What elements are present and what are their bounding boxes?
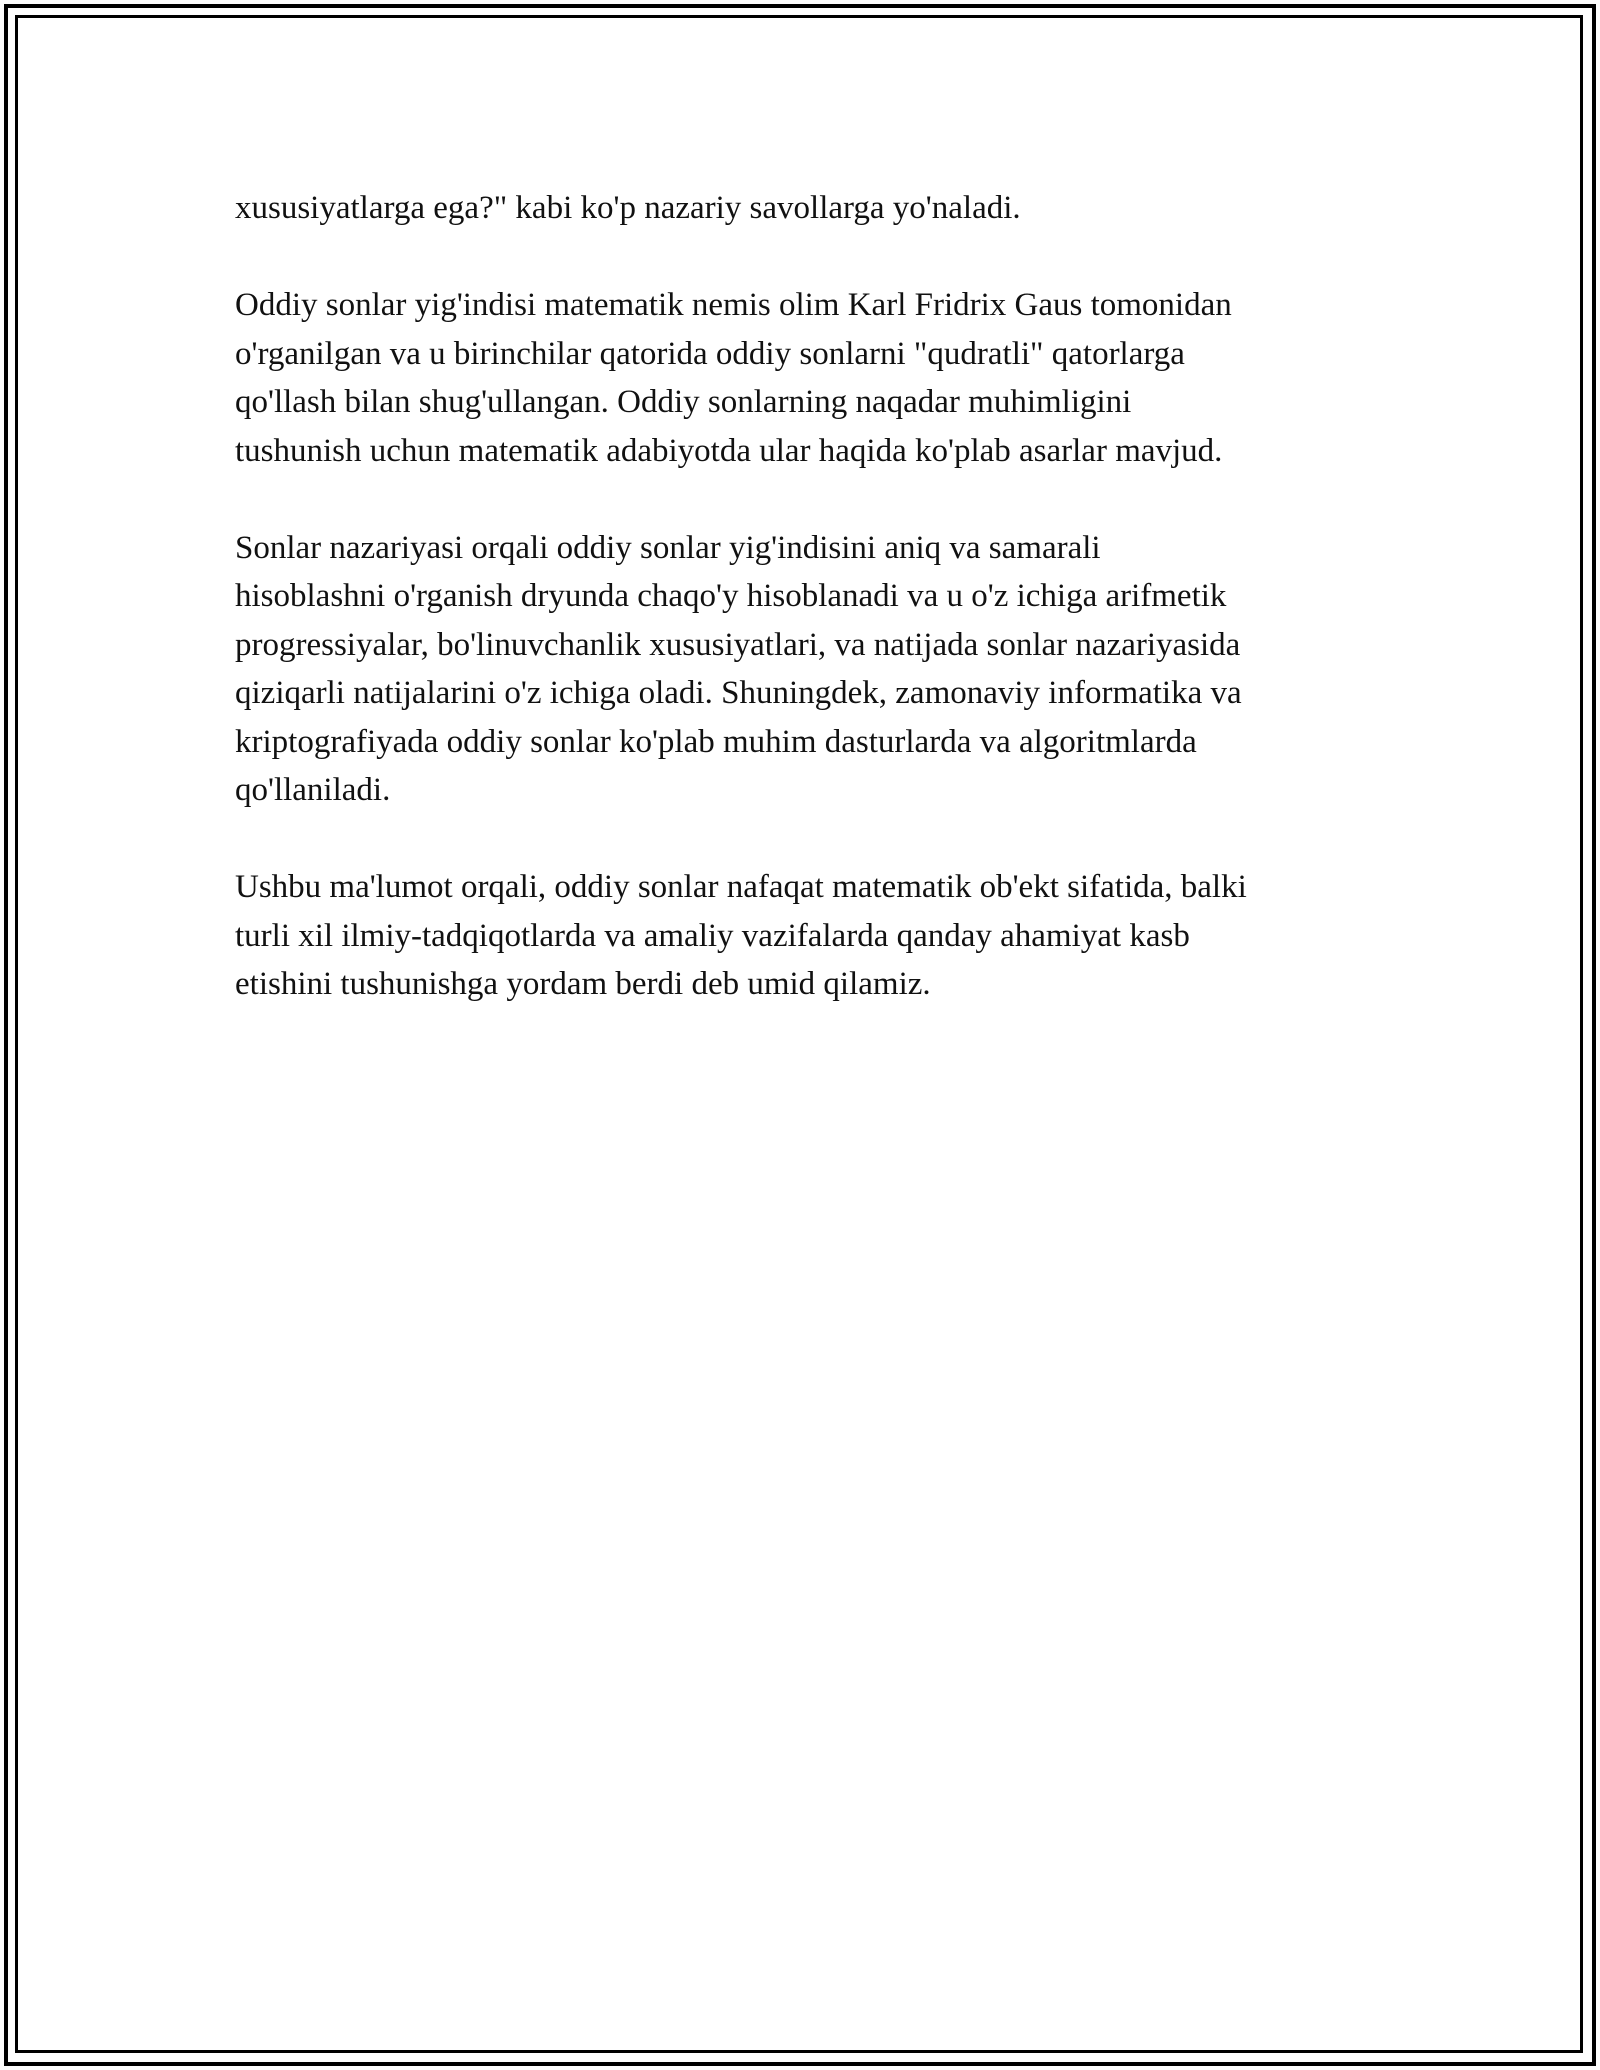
- text-line: o'rganilgan va u birinchilar qatorida oddiy sonlarni "qudratli" qatorlarga: [235, 335, 1185, 372]
- text-line: hisoblashni o'rganish dryunda chaqo'y hisoblanadi va u o'z ichiga arifmetik: [235, 578, 1227, 614]
- text-line: Sonlar nazariyasi orqali oddiy sonlar yig'indisini aniq va samarali: [235, 529, 1101, 566]
- text-line: etishini tushunishga yordam berdi deb umid qilamiz.: [235, 966, 931, 1002]
- text-line: xususiyatlarga ega?" kabi ko'p nazariy savollarga yo'naladi.: [235, 190, 1021, 226]
- document-body: [235, 184, 1385, 1057]
- paragraph-2: [235, 281, 1385, 475]
- text-line: kriptografiyada oddiy sonlar ko'plab muhim dasturlarda va algoritmlarda: [235, 723, 1197, 760]
- text-line: turli xil ilmiy-tadqiqotlarda va amaliy vazifalarda qanday ahamiyat kasb: [235, 917, 1190, 954]
- text-line: qiziqarli natijalarini o'z ichiga oladi. Shuningdek, zamonaviy informatika va: [235, 675, 1242, 711]
- text-line: tushunish uchun matematik adabiyotda ular haqida ko'plab asarlar mavjud.: [235, 432, 1223, 469]
- text-line: Ushbu ma'lumot orqali, oddiy sonlar nafaqat matematik ob'ekt sifatida, balki: [235, 869, 1247, 905]
- paragraph-1: [235, 184, 1385, 233]
- text-line: Oddiy sonlar yig'indisi matematik nemis olim Karl Fridrix Gaus tomonidan: [235, 287, 1232, 323]
- text-line: qo'llash bilan shug'ullangan. Oddiy sonlarning naqadar muhimligini: [235, 384, 1132, 420]
- text-line: qo'llaniladi.: [235, 772, 391, 808]
- paragraph-4: [235, 863, 1385, 1009]
- text-line: progressiyalar, bo'linuvchanlik xususiyatlari, va natijada sonlar nazariyasida: [235, 626, 1241, 663]
- paragraph-3: [235, 524, 1385, 815]
